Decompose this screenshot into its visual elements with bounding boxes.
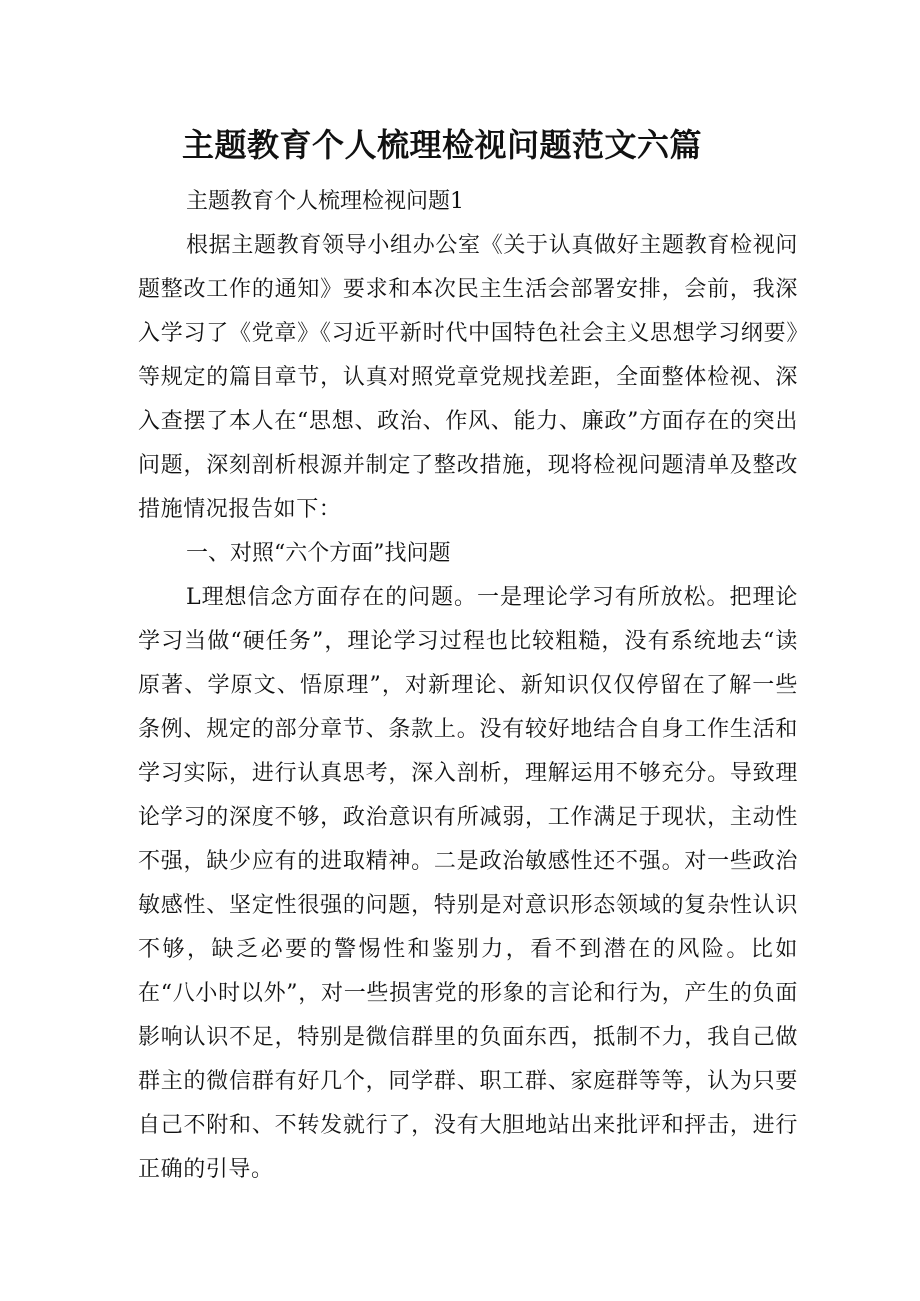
body-paragraph: L理想信念方面存在的问题。一是理论学习有所放松。把理论学习当做“硬任务”，理论学习过程也比较粗糙，没有系统地去“读原著、学原文、悟原理”，对新理论、新知识仅仅停留在了解一些条例、规定的部分章节、条款上。没有较好地结合自身工作生活和学习实际，进行认真思考，深入剖析，理解运用不够充分。导致理论学习的深度不够，政治意识有所减弱，工作满足于现状，主动性不强，缺少应有的进取精神。二是政治敏感性还不强。对一些政治敏感性、坚定性很强的问题，特别是对意识形态领域的复杂性认识不够，缺乏必要的警惕性和鉴别力，看不到潜在的风险。比如在“八小时以外”，对一些损害党的形象的言论和行为，产生的负面影响认识不足，特别是微信群里的负面东西，抵制不力，我自己做群主的微信群有好几个，同学群、职工群、家庭群等等，认为只要自己不附和、不转发就行了，没有大胆地站出来批评和抨击，进行正确的引导。 xyxy=(138,585,798,1182)
section-title: 主题教育个人梳理检视问题1 xyxy=(186,189,464,214)
document-page xyxy=(138,118,798,1192)
intro-paragraph: 根据主题教育领导小组办公室《关于认真做好主题教育检视问题整改工作的通知》要求和本次民主生活会部署安排，会前，我深入学习了《党章》《习近平新时代中国特色社会主义思想学习纲要》等规定的篇目章节，认真对照党章党规找差距，全面整体检视、深入查摆了本人在“思想、政治、作风、能力、廉政”方面存在的突出问题，深刻剖析根源并制定了整改措施，现将检视问题清单及整改措施情况报告如下： xyxy=(138,233,798,522)
heading-one: 一、对照“六个方面”找问题 xyxy=(186,541,451,566)
document-title: 主题教育个人梳理检视问题范文六篇 xyxy=(182,126,703,164)
